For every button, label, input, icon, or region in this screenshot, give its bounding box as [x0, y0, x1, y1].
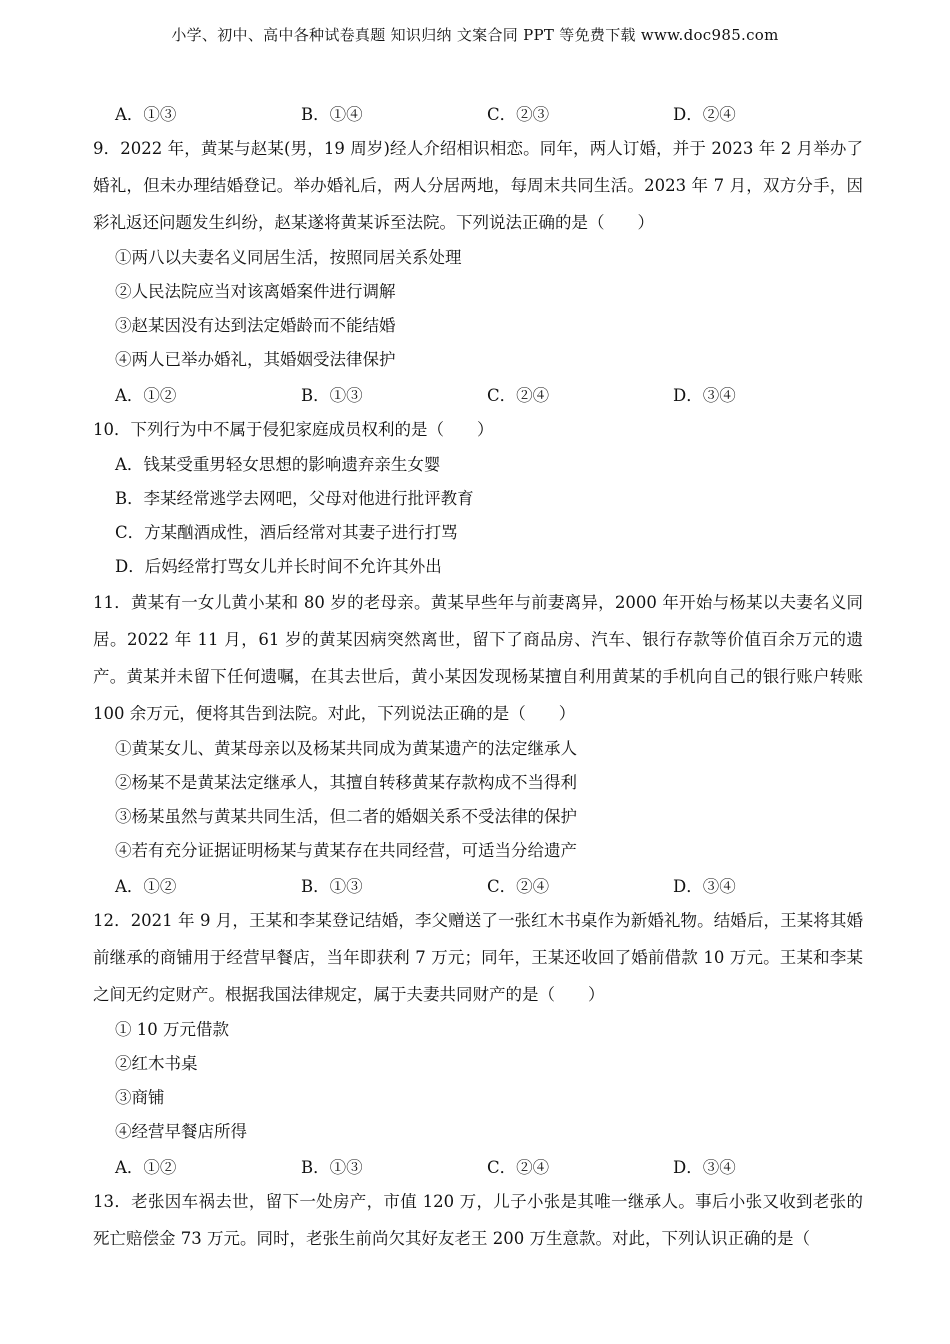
q12-item-3: ③商铺 — [115, 1088, 165, 1107]
q12-option-b: B．①③ — [301, 1158, 363, 1177]
q11-option-b: B．①③ — [301, 877, 363, 896]
q12-option-d: D．③④ — [673, 1158, 736, 1177]
q9-options — [93, 377, 863, 411]
q12-item-1: ① 10 万元借款 — [115, 1020, 229, 1039]
q11-item-3: ③杨某虽然与黄某共同生活，但二者的婚姻关系不受法律的保护 — [115, 807, 577, 826]
q10-stem: 10．下列行为中不属于侵犯家庭成员权利的是（ ） — [93, 420, 494, 439]
q12-stem: 12．2021 年 9 月，王某和李某登记结婚，李父赠送了一张红木书桌作为新婚礼物。结婚后，王某将其婚前继承的商铺用于经营早餐店，当年即获利 7 万元；同年，王某还收回了婚前借款 10 万元。王某和李某之间无约定财产。根据我国法律规定，属于夫妻共同财产的是（ ） — [93, 911, 863, 1004]
q8-option-a: A．①③ — [115, 105, 177, 124]
q12-item-2: ②红木书桌 — [115, 1054, 198, 1073]
document-body — [93, 96, 863, 1257]
q11-item-4: ④若有充分证据证明杨某与黄某存在共同经营，可适当分给遗产 — [115, 841, 577, 860]
q10-option-c: C．方某酗酒成性，酒后经常对其妻子进行打骂 — [115, 523, 458, 542]
q12-option-c: C．②④ — [487, 1158, 550, 1177]
q9-item-1: ①两八以夫妻名义同居生活，按照同居关系处理 — [115, 248, 462, 267]
q11-item-1: ①黄某女儿、黄某母亲以及杨某共同成为黄某遗产的法定继承人 — [115, 739, 577, 758]
q9-option-a: A．①② — [115, 386, 177, 405]
q9-option-c: C．②④ — [487, 386, 550, 405]
q11-item-2: ②杨某不是黄某法定继承人，其擅自转移黄某存款构成不当得利 — [115, 773, 577, 792]
q10-option-d: D．后妈经常打骂女儿并长时间不允许其外出 — [115, 557, 442, 576]
q9-option-d: D．③④ — [673, 386, 736, 405]
q11-option-d: D．③④ — [673, 877, 736, 896]
q8-option-d: D．②④ — [673, 105, 736, 124]
q11-option-a: A．①② — [115, 877, 177, 896]
q9-option-b: B．①③ — [301, 386, 363, 405]
q11-options — [93, 868, 863, 902]
q10-option-a: A．钱某受重男轻女思想的影响遗弃亲生女婴 — [115, 455, 441, 474]
q11-stem: 11．黄某有一女儿黄小某和 80 岁的老母亲。黄某早些年与前妻离异，2000 年开始与杨某以夫妻名义同居。2022 年 11 月，61 岁的黄某因病突然离世，留下了商品房、汽车、银行存款等价值百余万元的遗产。黄某并未留下任何遗嘱，在其去世后，黄小某因发现杨某擅自利用黄某的手机向自己的银行账户转账 100 余万元，便将其告到法院。对此，下列说法正确的是（ ） — [93, 593, 863, 723]
q9-stem: 9．2022 年，黄某与赵某(男，19 周岁)经人介绍相识相恋。同年，两人订婚，并于 2023 年 2 月举办了婚礼，但未办理结婚登记。举办婚礼后，两人分居两地，每周末共同生活。2023 年 7 月，双方分手，因彩礼返还问题发生纠纷，赵某遂将黄某诉至法院。下列说法正确的是（ ） — [93, 139, 863, 232]
q12-item-4: ④经营早餐店所得 — [115, 1122, 247, 1141]
q12-options — [93, 1149, 863, 1183]
page-header: 小学、初中、高中各种试卷真题 知识归纳 文案合同 PPT 等免费下载 www.doc985.com — [171, 26, 779, 44]
q8-option-b: B．①④ — [301, 105, 363, 124]
q13-stem: 13．老张因车祸去世，留下一处房产，市值 120 万，儿子小张是其唯一继承人。事后小张又收到老张的死亡赔偿金 73 万元。同时，老张生前尚欠其好友老王 200 万生意款。对此，下列认识正确的是（ — [93, 1192, 863, 1248]
q12-option-a: A．①② — [115, 1158, 177, 1177]
q10-option-b: B．李某经常逃学去网吧，父母对他进行批评教育 — [115, 489, 474, 508]
q9-item-3: ③赵某因没有达到法定婚龄而不能结婚 — [115, 316, 396, 335]
q8-options — [93, 96, 863, 130]
q11-option-c: C．②④ — [487, 877, 550, 896]
q9-item-4: ④两人已举办婚礼，其婚姻受法律保护 — [115, 350, 396, 369]
q9-item-2: ②人民法院应当对该离婚案件进行调解 — [115, 282, 396, 301]
q8-option-c: C．②③ — [487, 105, 550, 124]
